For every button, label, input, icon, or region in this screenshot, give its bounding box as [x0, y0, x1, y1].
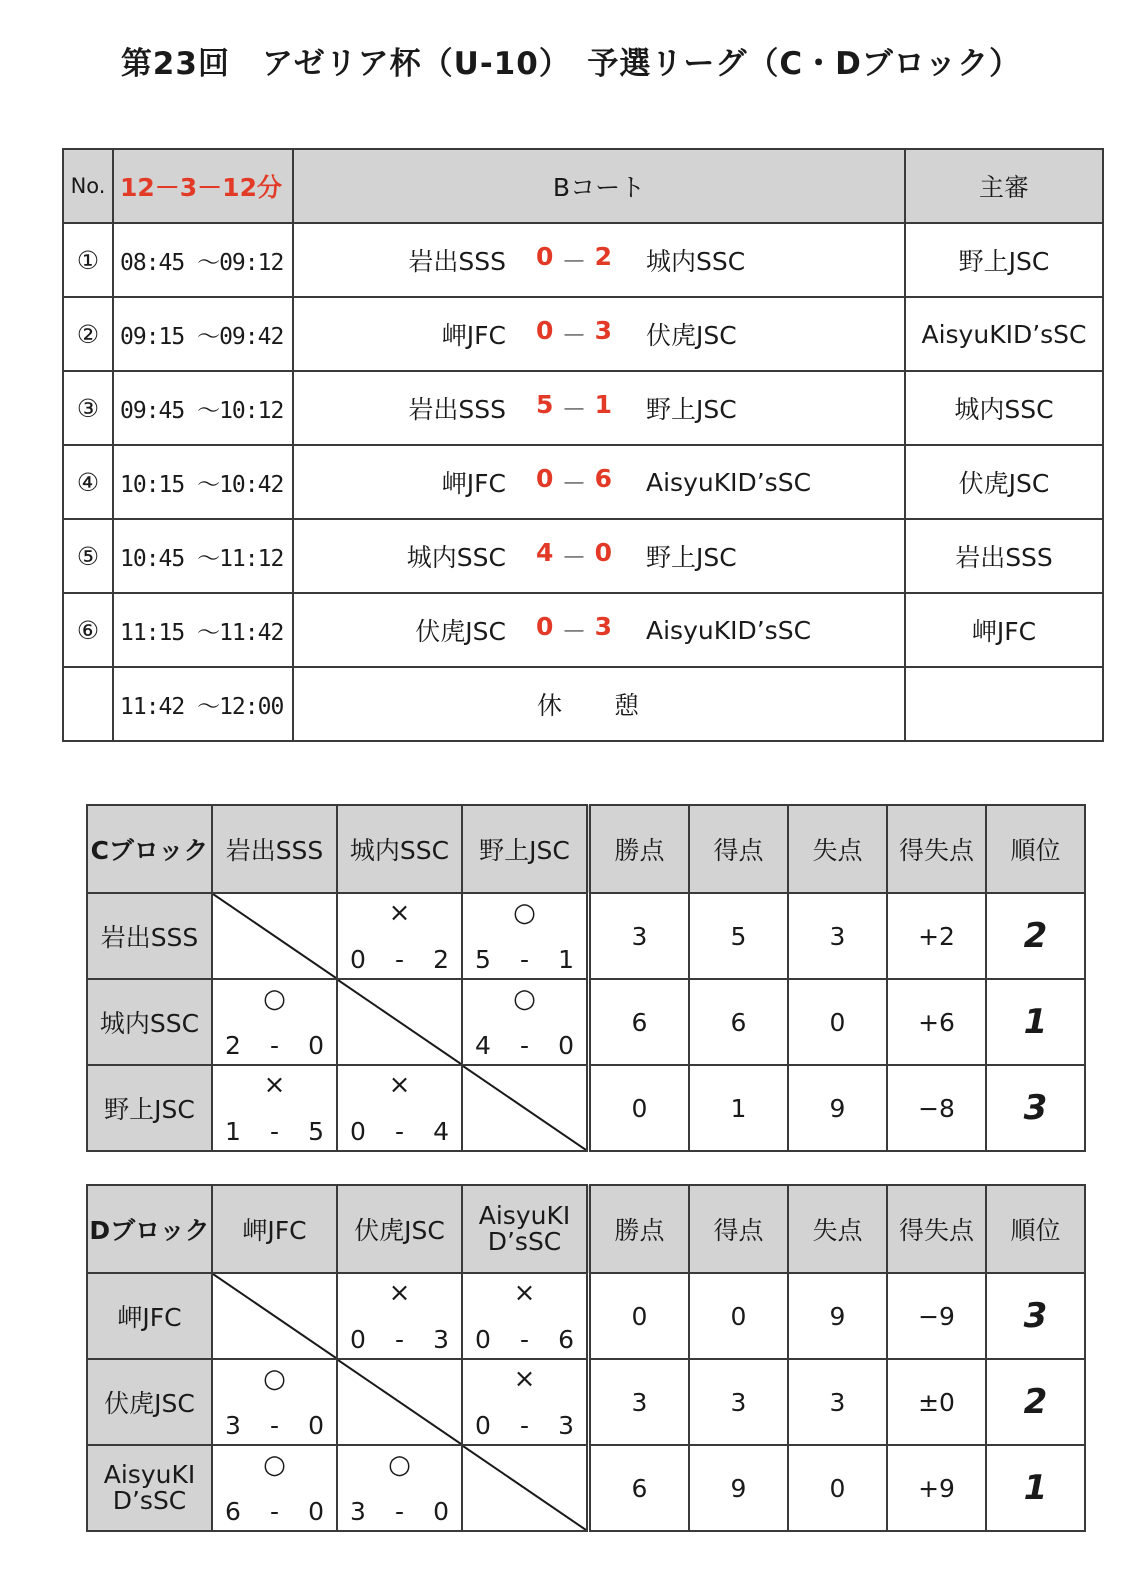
- match-cell: [293, 519, 905, 593]
- diagonal-slash: [338, 980, 461, 1064]
- c-block-table: [86, 804, 1086, 1152]
- score-separator: -: [269, 1117, 280, 1146]
- team-row: [87, 893, 1085, 979]
- referee: 岬JFC: [905, 593, 1103, 667]
- result-score: [475, 1031, 574, 1060]
- break-time: 11:42 ～12:00: [113, 667, 293, 741]
- diagonal-slash: [338, 1360, 461, 1444]
- home-goals: 5: [536, 390, 554, 419]
- opponent-header: 野上JSC: [462, 805, 589, 893]
- points: 0: [589, 1273, 690, 1359]
- result-box: [463, 980, 586, 1064]
- result-cell: [462, 1273, 589, 1359]
- match-line: [294, 224, 904, 296]
- goals-against: 0: [433, 1497, 449, 1526]
- result-cell: [212, 1065, 337, 1151]
- schedule-header-row: [63, 149, 1103, 223]
- home-goals: 0: [536, 242, 554, 271]
- court-header: Bコート: [293, 149, 905, 223]
- result-cell: [212, 1445, 337, 1531]
- match-cell: [293, 593, 905, 667]
- points: 3: [589, 1359, 690, 1445]
- team-name: 岩出SSS: [87, 893, 212, 979]
- match-time: 10:45 ～11:12: [113, 519, 293, 593]
- team-name: 岬JFC: [87, 1273, 212, 1359]
- match-score: [536, 316, 612, 352]
- goals-for: 5: [475, 945, 491, 974]
- rank: 3: [986, 1273, 1085, 1359]
- goal-difference: +2: [887, 893, 986, 979]
- match-line: [294, 372, 904, 444]
- stat-header: 失点: [788, 1185, 887, 1273]
- goals-for: 0: [350, 945, 366, 974]
- points: 0: [589, 1065, 690, 1151]
- referee: 野上JSC: [905, 223, 1103, 297]
- goals-against: 0: [308, 1497, 324, 1526]
- match-line: [294, 594, 904, 666]
- league-header-row: [87, 1185, 1085, 1273]
- match-score: [536, 538, 612, 574]
- loss-mark-icon: ×: [388, 1070, 411, 1100]
- match-score: [536, 242, 612, 278]
- result-cell: [462, 1359, 589, 1445]
- opponent-header: 岬JFC: [212, 1185, 337, 1273]
- team-row: [87, 1445, 1085, 1531]
- referee: 伏虎JSC: [905, 445, 1103, 519]
- self-cell: [462, 1065, 589, 1151]
- goals-for: 0: [350, 1325, 366, 1354]
- away-goals: 0: [594, 538, 612, 567]
- score-separator: -: [519, 1325, 530, 1354]
- goals-against: 2: [433, 945, 449, 974]
- result-cell: [337, 1065, 462, 1151]
- score-dash: －: [561, 247, 587, 276]
- page-title: 第23回 アゼリア杯（U-10） 予選リーグ（C・Dブロック）: [120, 46, 1022, 82]
- match-rule-header: [113, 149, 293, 223]
- break-referee: [905, 667, 1103, 741]
- result-cell: [337, 1273, 462, 1359]
- result-box: [463, 1360, 586, 1444]
- match-number: ①: [63, 223, 113, 297]
- away-team: 城内SSC: [646, 247, 746, 276]
- result-box: [213, 1066, 336, 1150]
- rank: 2: [986, 1359, 1085, 1445]
- match-number: ②: [63, 297, 113, 371]
- result-cell: [337, 1445, 462, 1531]
- diagonal-slash: [463, 1446, 586, 1530]
- match-row: [63, 223, 1103, 297]
- away-goals: 2: [594, 242, 612, 271]
- away-team: AisyuKID’sSC: [646, 615, 812, 645]
- team-name-line: D’sSC: [112, 1486, 187, 1515]
- result-score: [350, 1497, 449, 1526]
- home-team: 岬JFC: [441, 321, 506, 350]
- result-box: [338, 1446, 461, 1530]
- goals-against: 3: [558, 1411, 574, 1440]
- goals-against: 0: [308, 1411, 324, 1440]
- goals-against: 4: [433, 1117, 449, 1146]
- result-box: [338, 1066, 461, 1150]
- goals-for-total: 5: [689, 893, 788, 979]
- match-line: [294, 298, 904, 370]
- d-block-table: [86, 1184, 1086, 1532]
- match-time: 09:15 ～09:42: [113, 297, 293, 371]
- away-goals: 1: [594, 390, 612, 419]
- league-header-row: [87, 805, 1085, 893]
- home-goals: 0: [536, 464, 554, 493]
- loss-mark-icon: ×: [513, 1364, 536, 1394]
- goals-for: 3: [350, 1497, 366, 1526]
- score-separator: -: [394, 1117, 405, 1146]
- result-cell: [212, 1359, 337, 1445]
- win-mark-icon: ○: [388, 1450, 411, 1480]
- match-row: [63, 445, 1103, 519]
- goals-for: 6: [225, 1497, 241, 1526]
- goals-for: 3: [225, 1411, 241, 1440]
- match-line: [294, 520, 904, 592]
- result-cell: [462, 893, 589, 979]
- self-cell: [212, 1273, 337, 1359]
- referee-header: 主審: [905, 149, 1103, 223]
- team-row: [87, 1359, 1085, 1445]
- goals-against: 0: [308, 1031, 324, 1060]
- result-box: [213, 980, 336, 1064]
- break-row: [63, 667, 1103, 741]
- score-separator: -: [519, 1031, 530, 1060]
- home-team: 岩出SSS: [408, 247, 506, 276]
- match-cell: [293, 445, 905, 519]
- score-dash: －: [561, 321, 587, 350]
- score-dash: －: [561, 543, 587, 572]
- home-team: 城内SSC: [406, 543, 506, 572]
- opponent-header: 伏虎JSC: [337, 1185, 462, 1273]
- loss-mark-icon: ×: [263, 1070, 286, 1100]
- stat-header: 得点: [689, 1185, 788, 1273]
- match-score: [536, 390, 612, 426]
- result-box: [213, 1360, 336, 1444]
- team-row: [87, 1065, 1085, 1151]
- block-label: Dブロック: [87, 1185, 212, 1273]
- team-name: 城内SSC: [87, 979, 212, 1065]
- away-team: AisyuKID’sSC: [646, 467, 812, 497]
- self-cell: [212, 893, 337, 979]
- team-row: [87, 1273, 1085, 1359]
- goals-against: 6: [558, 1325, 574, 1354]
- points: 3: [589, 893, 690, 979]
- points: 6: [589, 979, 690, 1065]
- rank: 1: [986, 1445, 1085, 1531]
- match-time: 10:15 ～10:42: [113, 445, 293, 519]
- self-cell: [337, 979, 462, 1065]
- match-time: 11:15 ～11:42: [113, 593, 293, 667]
- stat-header: 得点: [689, 805, 788, 893]
- match-rule-text: 12－3－12分: [120, 173, 282, 202]
- result-score: [350, 945, 449, 974]
- goals-against: 1: [558, 945, 574, 974]
- goals-for: 2: [225, 1031, 241, 1060]
- home-team: 岬JFC: [441, 469, 506, 498]
- rank: 3: [986, 1065, 1085, 1151]
- home-goals: 4: [536, 538, 554, 567]
- win-mark-icon: ○: [263, 1364, 286, 1394]
- opponent-header-line: D’sSC: [487, 1227, 562, 1256]
- goals-against: 3: [433, 1325, 449, 1354]
- break-number: [63, 667, 113, 741]
- block-label: Cブロック: [87, 805, 212, 893]
- loss-mark-icon: ×: [388, 898, 411, 928]
- away-team: 伏虎JSC: [646, 321, 737, 350]
- goals-for: 0: [350, 1117, 366, 1146]
- goals-for: 1: [225, 1117, 241, 1146]
- win-mark-icon: ○: [513, 898, 536, 928]
- no-header: No.: [63, 149, 113, 223]
- goal-difference: −8: [887, 1065, 986, 1151]
- result-score: [475, 945, 574, 974]
- match-number: ⑤: [63, 519, 113, 593]
- score-separator: -: [269, 1411, 280, 1440]
- goals-for-total: 6: [689, 979, 788, 1065]
- self-cell: [462, 1445, 589, 1531]
- match-time: 09:45 ～10:12: [113, 371, 293, 445]
- match-number: ③: [63, 371, 113, 445]
- result-box: [213, 1446, 336, 1530]
- match-row: [63, 297, 1103, 371]
- match-time: 08:45 ～09:12: [113, 223, 293, 297]
- result-box: [338, 1274, 461, 1358]
- diagonal-slash: [213, 894, 336, 978]
- match-cell: [293, 371, 905, 445]
- opponent-header: 岩出SSS: [212, 805, 337, 893]
- points: 6: [589, 1445, 690, 1531]
- score-dash: －: [561, 395, 587, 424]
- goals-against-total: 9: [788, 1273, 887, 1359]
- diagonal-slash: [213, 1274, 336, 1358]
- stat-header: 得失点: [887, 1185, 986, 1273]
- score-dash: －: [561, 469, 587, 498]
- opponent-header: [462, 1185, 589, 1273]
- team-name-line: AisyuKI: [103, 1460, 196, 1489]
- result-cell: [337, 893, 462, 979]
- referee: 城内SSC: [905, 371, 1103, 445]
- result-box: [463, 1274, 586, 1358]
- self-cell: [337, 1359, 462, 1445]
- score-separator: -: [394, 1497, 405, 1526]
- score-dash: －: [561, 617, 587, 646]
- score-separator: -: [394, 945, 405, 974]
- goals-against-total: 0: [788, 1445, 887, 1531]
- rank: 1: [986, 979, 1085, 1065]
- result-score: [225, 1411, 324, 1440]
- goals-for: 0: [475, 1411, 491, 1440]
- match-cell: [293, 297, 905, 371]
- opponent-header: 城内SSC: [337, 805, 462, 893]
- score-separator: -: [269, 1497, 280, 1526]
- team-row: [87, 979, 1085, 1065]
- match-number: ④: [63, 445, 113, 519]
- win-mark-icon: ○: [513, 984, 536, 1014]
- away-goals: 3: [594, 316, 612, 345]
- away-team: 野上JSC: [646, 543, 737, 572]
- referee: AisyuKID’sSC: [905, 297, 1103, 371]
- stat-header: 順位: [986, 805, 1085, 893]
- goal-difference: ±0: [887, 1359, 986, 1445]
- match-score: [536, 464, 612, 500]
- goals-for: 0: [475, 1325, 491, 1354]
- goals-against-total: 3: [788, 1359, 887, 1445]
- match-row: [63, 593, 1103, 667]
- goals-for-total: 1: [689, 1065, 788, 1151]
- away-team: 野上JSC: [646, 395, 737, 424]
- match-cell: [293, 223, 905, 297]
- match-score: [536, 612, 612, 648]
- home-goals: 0: [536, 612, 554, 641]
- home-team: 岩出SSS: [408, 395, 506, 424]
- score-separator: -: [394, 1325, 405, 1354]
- loss-mark-icon: ×: [388, 1278, 411, 1308]
- match-schedule-table: [62, 148, 1104, 742]
- loss-mark-icon: ×: [513, 1278, 536, 1308]
- goals-against-total: 3: [788, 893, 887, 979]
- match-row: [63, 519, 1103, 593]
- stat-header: 得失点: [887, 805, 986, 893]
- team-name: 野上JSC: [87, 1065, 212, 1151]
- home-team: 伏虎JSC: [415, 617, 506, 646]
- result-score: [225, 1031, 324, 1060]
- score-separator: -: [519, 1411, 530, 1440]
- away-goals: 6: [594, 464, 612, 493]
- result-score: [350, 1117, 449, 1146]
- rank: 2: [986, 893, 1085, 979]
- opponent-header-line: AisyuKI: [478, 1201, 571, 1230]
- goal-difference: +9: [887, 1445, 986, 1531]
- team-name: [87, 1445, 212, 1531]
- home-goals: 0: [536, 316, 554, 345]
- result-score: [475, 1325, 574, 1354]
- goals-against-total: 9: [788, 1065, 887, 1151]
- goal-difference: −9: [887, 1273, 986, 1359]
- result-score: [225, 1497, 324, 1526]
- stat-header: 勝点: [589, 805, 690, 893]
- referee: 岩出SSS: [905, 519, 1103, 593]
- stat-header: 勝点: [589, 1185, 690, 1273]
- away-goals: 3: [594, 612, 612, 641]
- goals-for-total: 3: [689, 1359, 788, 1445]
- result-score: [350, 1325, 449, 1354]
- result-cell: [212, 979, 337, 1065]
- stat-header: 失点: [788, 805, 887, 893]
- match-line: [294, 446, 904, 518]
- goals-against: 0: [558, 1031, 574, 1060]
- stat-header: 順位: [986, 1185, 1085, 1273]
- match-number: ⑥: [63, 593, 113, 667]
- goals-for-total: 0: [689, 1273, 788, 1359]
- diagonal-slash: [463, 1066, 586, 1150]
- goal-difference: +6: [887, 979, 986, 1065]
- win-mark-icon: ○: [263, 984, 286, 1014]
- break-label: 休 憩: [293, 667, 905, 741]
- score-separator: -: [519, 945, 530, 974]
- goals-for-total: 9: [689, 1445, 788, 1531]
- result-score: [225, 1117, 324, 1146]
- result-box: [338, 894, 461, 978]
- match-row: [63, 371, 1103, 445]
- win-mark-icon: ○: [263, 1450, 286, 1480]
- result-box: [463, 894, 586, 978]
- result-cell: [462, 979, 589, 1065]
- goals-against-total: 0: [788, 979, 887, 1065]
- score-separator: -: [269, 1031, 280, 1060]
- result-score: [475, 1411, 574, 1440]
- goals-against: 5: [308, 1117, 324, 1146]
- team-name: 伏虎JSC: [87, 1359, 212, 1445]
- goals-for: 4: [475, 1031, 491, 1060]
